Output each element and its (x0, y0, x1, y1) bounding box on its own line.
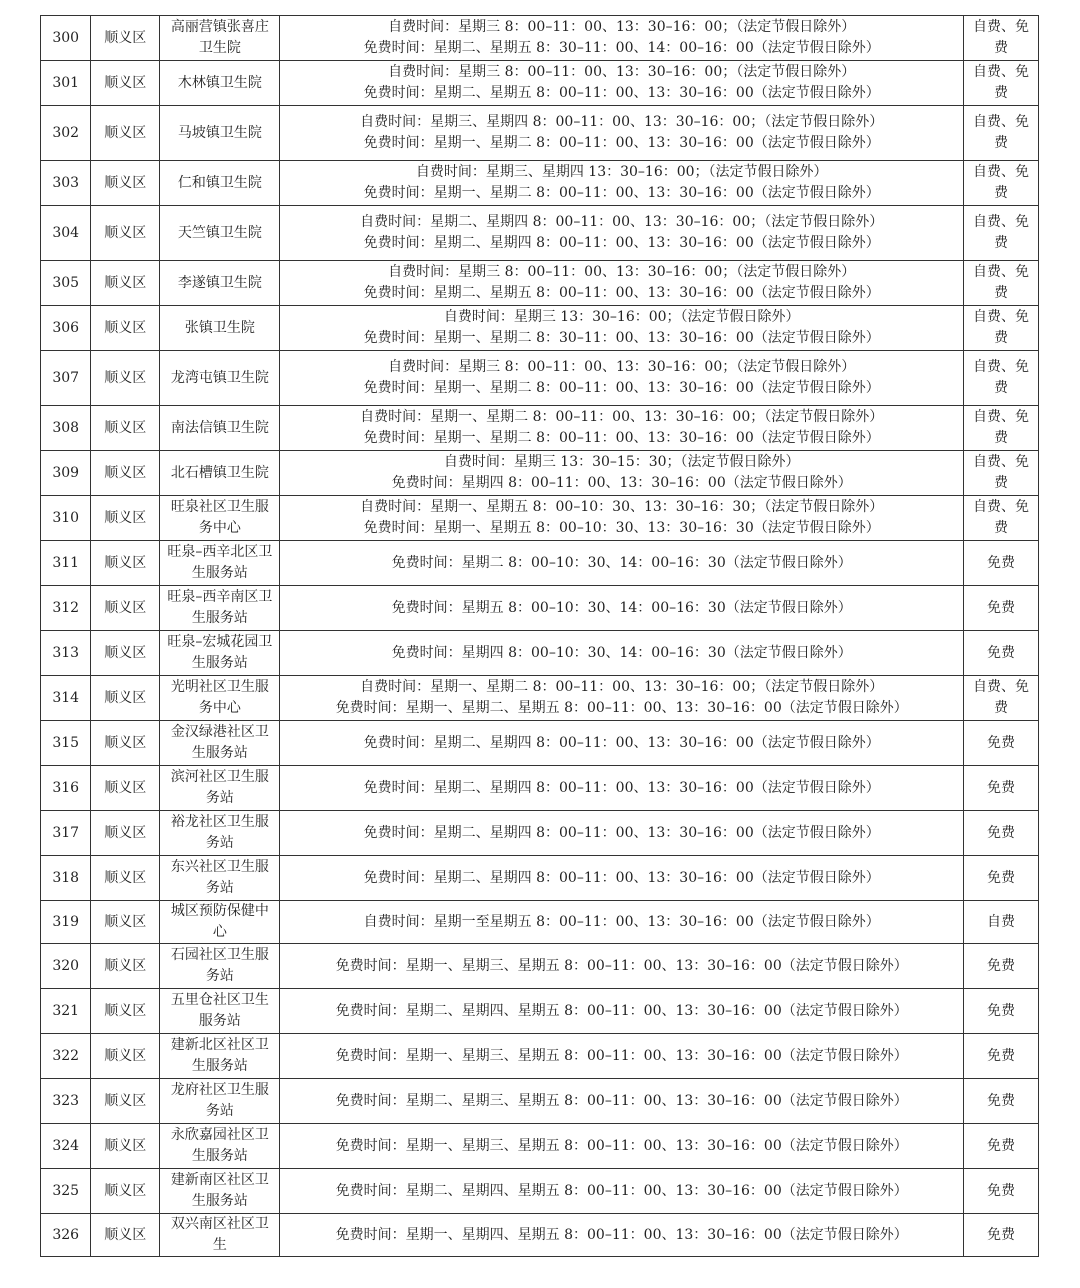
fee-type-cell: 免费 (963, 1214, 1038, 1257)
fee-type-cell: 自费 (963, 901, 1038, 944)
institution-name-cell: 永欣嘉园社区卫生服务站 (160, 1124, 280, 1169)
fee-type-cell: 自费、免费 (963, 106, 1038, 161)
schedule-cell (280, 1214, 963, 1257)
district-cell: 顺义区 (91, 586, 160, 631)
table-row (41, 496, 1039, 541)
schedule-cell (280, 496, 963, 541)
schedule-line-1: 免费时间：星期四 8：00–10：30、14：00–16：30（法定节假日除外） (391, 644, 852, 661)
schedule-line-2: 免费时间：星期二、星期五 8：00–11：00、13：30–16：00（法定节假日除外） (363, 85, 880, 101)
table-row (41, 811, 1039, 856)
schedule-line-1: 自费时间：星期三 13：30–15：30；（法定节假日除外） (443, 454, 800, 470)
district-cell: 顺义区 (91, 1079, 160, 1124)
schedule-cell (280, 1124, 963, 1169)
schedule-line-2: 免费时间：星期一、星期二 8：00–11：00、13：30–16：00（法定节假日除外） (363, 380, 880, 396)
table-row (41, 1169, 1039, 1214)
institution-name-cell: 建新南区社区卫生服务站 (160, 1169, 280, 1214)
district-cell: 顺义区 (91, 944, 160, 989)
schedule-line-1: 自费时间：星期三 8：00–11：00、13：30–16：00；（法定节假日除外） (388, 64, 856, 80)
schedule-line-2: 免费时间：星期一、星期二 8：00–11：00、13：30–16：00（法定节假日除外） (363, 135, 880, 151)
row-number: 315 (41, 721, 91, 766)
row-number: 321 (41, 989, 91, 1034)
fee-type-cell: 自费、免费 (963, 161, 1038, 206)
schedule-line-1: 自费时间：星期一、星期五 8：00–10：30、13：30–16：30；（法定节假日除外） (360, 499, 884, 515)
schedule-line-2: 免费时间：星期一、星期五 8：00–10：30、13：30–16：30（法定节假日除外） (363, 520, 880, 536)
district-cell: 顺义区 (91, 496, 160, 541)
district-cell: 顺义区 (91, 1169, 160, 1214)
row-number: 320 (41, 944, 91, 989)
row-number: 307 (41, 351, 91, 406)
institution-name-cell: 张镇卫生院 (160, 306, 280, 351)
table-row (41, 261, 1039, 306)
district-cell: 顺义区 (91, 766, 160, 811)
institution-name-cell: 东兴社区卫生服务站 (160, 856, 280, 901)
schedule-cell (280, 206, 963, 261)
fee-type-cell: 免费 (963, 1079, 1038, 1124)
schedule-line-1: 免费时间：星期二、星期三、星期五 8：00–11：00、13：30–16：00（法定节假日除外） (335, 1092, 908, 1109)
schedule-cell (280, 856, 963, 901)
schedule-cell (280, 161, 963, 206)
table-row (41, 856, 1039, 901)
district-cell: 顺义区 (91, 721, 160, 766)
schedule-line-1: 免费时间：星期一、星期三、星期五 8：00–11：00、13：30–16：00（法定节假日除外） (335, 957, 908, 974)
fee-type-cell: 自费、免费 (963, 351, 1038, 406)
schedule-cell (280, 1034, 963, 1079)
district-cell: 顺义区 (91, 811, 160, 856)
table-row (41, 541, 1039, 586)
institution-name-cell: 李遂镇卫生院 (160, 261, 280, 306)
schedule-cell (280, 261, 963, 306)
table-row (41, 1079, 1039, 1124)
schedule-cell (280, 451, 963, 496)
institution-name-cell: 马坡镇卫生院 (160, 106, 280, 161)
row-number: 313 (41, 631, 91, 676)
schedule-cell (280, 16, 963, 61)
schedule-line-1: 自费时间：星期三、星期四 8：00–11：00、13：30–16：00；（法定节假日除外） (360, 114, 884, 130)
institution-name-cell: 金汉绿港社区卫生服务站 (160, 721, 280, 766)
institution-name-cell: 石园社区卫生服务站 (160, 944, 280, 989)
table-row (41, 206, 1039, 261)
schedule-line-1: 自费时间：星期一、星期二 8：00–11：00、13：30–16：00；（法定节假日除外） (360, 409, 884, 425)
schedule-line-2: 免费时间：星期四 8：00–11：00、13：30–16：00（法定节假日除外） (391, 475, 852, 491)
schedule-line-1: 免费时间：星期五 8：00–10：30、14：00–16：30（法定节假日除外） (391, 599, 852, 616)
institution-name-cell: 南法信镇卫生院 (160, 406, 280, 451)
schedule-line-1: 自费时间：星期三 8：00–11：00、13：30–16：00；（法定节假日除外） (388, 19, 856, 35)
fee-type-cell: 免费 (963, 766, 1038, 811)
fee-type-cell: 自费、免费 (963, 496, 1038, 541)
fee-type-cell: 自费、免费 (963, 16, 1038, 61)
row-number: 300 (41, 16, 91, 61)
schedule-cell (280, 541, 963, 586)
district-cell: 顺义区 (91, 306, 160, 351)
schedule-line-1: 免费时间：星期二 8：00–10：30、14：00–16：30（法定节假日除外） (391, 554, 852, 571)
district-cell: 顺义区 (91, 1124, 160, 1169)
schedule-line-1: 免费时间：星期二、星期四 8：00–11：00、13：30–16：00（法定节假日除外） (363, 779, 880, 796)
row-number: 312 (41, 586, 91, 631)
table-row (41, 989, 1039, 1034)
table-row (41, 16, 1039, 61)
institution-name-cell: 旺泉–宏城花园卫生服务站 (160, 631, 280, 676)
schedule-cell (280, 766, 963, 811)
row-number: 301 (41, 61, 91, 106)
row-number: 302 (41, 106, 91, 161)
schedule-line-1: 自费时间：星期一至星期五 8：00–11：00、13：30–16：00（法定节假日除外） (363, 913, 880, 930)
table-row (41, 1124, 1039, 1169)
table-row (41, 451, 1039, 496)
schedule-line-1: 自费时间：星期三 8：00–11：00、13：30–16：00；（法定节假日除外） (388, 264, 856, 280)
district-cell: 顺义区 (91, 541, 160, 586)
district-cell: 顺义区 (91, 16, 160, 61)
table-row (41, 586, 1039, 631)
district-cell: 顺义区 (91, 61, 160, 106)
district-cell: 顺义区 (91, 161, 160, 206)
fee-type-cell: 免费 (963, 944, 1038, 989)
institution-name-cell: 城区预防保健中心 (160, 901, 280, 944)
institution-name-cell: 旺泉社区卫生服务中心 (160, 496, 280, 541)
table-row (41, 406, 1039, 451)
fee-type-cell: 免费 (963, 811, 1038, 856)
schedule-line-1: 免费时间：星期一、星期三、星期五 8：00–11：00、13：30–16：00（法定节假日除外） (335, 1047, 908, 1064)
fee-type-cell: 免费 (963, 1034, 1038, 1079)
district-cell: 顺义区 (91, 989, 160, 1034)
row-number: 303 (41, 161, 91, 206)
district-cell: 顺义区 (91, 1034, 160, 1079)
fee-type-cell: 自费、免费 (963, 306, 1038, 351)
schedule-line-1: 免费时间：星期二、星期四 8：00–11：00、13：30–16：00（法定节假日除外） (363, 734, 880, 751)
row-number: 324 (41, 1124, 91, 1169)
fee-type-cell: 免费 (963, 631, 1038, 676)
institution-name-cell: 天竺镇卫生院 (160, 206, 280, 261)
district-cell: 顺义区 (91, 206, 160, 261)
schedule-line-1: 免费时间：星期二、星期四 8：00–11：00、13：30–16：00（法定节假日除外） (363, 869, 880, 886)
table-row (41, 61, 1039, 106)
district-cell: 顺义区 (91, 406, 160, 451)
row-number: 319 (41, 901, 91, 944)
fee-type-cell: 自费、免费 (963, 451, 1038, 496)
schedule-line-1: 自费时间：星期一、星期二 8：00–11：00、13：30–16：00；（法定节假日除外） (360, 679, 884, 695)
row-number: 326 (41, 1214, 91, 1257)
table-row (41, 1034, 1039, 1079)
schedule-cell (280, 676, 963, 721)
institution-name-cell: 滨河社区卫生服务站 (160, 766, 280, 811)
schedule-line-2: 免费时间：星期二、星期五 8：30–11：00、14：00–16：00（法定节假日除外） (363, 40, 880, 56)
institution-name-cell: 双兴南区社区卫生 (160, 1214, 280, 1257)
row-number: 323 (41, 1079, 91, 1124)
fee-type-cell: 自费、免费 (963, 261, 1038, 306)
schedule-line-1: 自费时间：星期三 8：00–11：00、13：30–16：00；（法定节假日除外） (388, 359, 856, 375)
district-cell: 顺义区 (91, 261, 160, 306)
institution-name-cell: 裕龙社区卫生服务站 (160, 811, 280, 856)
schedule-cell (280, 631, 963, 676)
table-row (41, 306, 1039, 351)
schedule-cell (280, 406, 963, 451)
schedule-line-1: 免费时间：星期二、星期四、星期五 8：00–11：00、13：30–16：00（法定节假日除外） (335, 1182, 908, 1199)
district-cell: 顺义区 (91, 631, 160, 676)
fee-type-cell: 免费 (963, 541, 1038, 586)
table-row (41, 766, 1039, 811)
schedule-cell (280, 944, 963, 989)
schedule-line-2: 免费时间：星期二、星期五 8：00–11：00、13：30–16：00（法定节假日除外） (363, 285, 880, 301)
institution-name-cell: 建新北区社区卫生服务站 (160, 1034, 280, 1079)
schedule-line-1: 自费时间：星期三、星期四 13：30–16：00；（法定节假日除外） (415, 164, 828, 180)
schedule-cell (280, 351, 963, 406)
table-row (41, 106, 1039, 161)
institution-name-cell: 旺泉–西辛南区卫生服务站 (160, 586, 280, 631)
clinic-schedule-table (40, 15, 1039, 1257)
fee-type-cell: 自费、免费 (963, 61, 1038, 106)
schedule-cell (280, 306, 963, 351)
schedule-line-1: 免费时间：星期一、星期四、星期五 8：00–11：00、13：30–16：00（法定节假日除外） (335, 1226, 908, 1243)
fee-type-cell: 免费 (963, 721, 1038, 766)
table-row (41, 676, 1039, 721)
table-row (41, 901, 1039, 944)
schedule-line-2: 免费时间：星期一、星期二 8：00–11：00、13：30–16：00（法定节假日除外） (363, 185, 880, 201)
schedule-line-2: 免费时间：星期二、星期四 8：00–11：00、13：30–16：00（法定节假日除外） (363, 235, 880, 251)
schedule-cell (280, 811, 963, 856)
schedule-line-2: 免费时间：星期一、星期二 8：30–11：00、13：30–16：00（法定节假日除外） (363, 330, 880, 346)
institution-name-cell: 光明社区卫生服务中心 (160, 676, 280, 721)
institution-name-cell: 旺泉–西辛北区卫生服务站 (160, 541, 280, 586)
schedule-cell (280, 721, 963, 766)
district-cell: 顺义区 (91, 1214, 160, 1257)
schedule-cell (280, 989, 963, 1034)
fee-type-cell: 自费、免费 (963, 206, 1038, 261)
schedule-line-1: 自费时间：星期三 13：30–16：00；（法定节假日除外） (443, 309, 800, 325)
row-number: 306 (41, 306, 91, 351)
institution-name-cell: 北石槽镇卫生院 (160, 451, 280, 496)
row-number: 309 (41, 451, 91, 496)
fee-type-cell: 免费 (963, 1169, 1038, 1214)
row-number: 308 (41, 406, 91, 451)
table-row (41, 631, 1039, 676)
institution-name-cell: 仁和镇卫生院 (160, 161, 280, 206)
document-page (40, 15, 1039, 1257)
row-number: 311 (41, 541, 91, 586)
table-row (41, 721, 1039, 766)
schedule-cell (280, 901, 963, 944)
schedule-line-2: 免费时间：星期一、星期二 8：00–11：00、13：30–16：00（法定节假日除外） (363, 430, 880, 446)
row-number: 305 (41, 261, 91, 306)
schedule-cell (280, 61, 963, 106)
schedule-cell (280, 106, 963, 161)
institution-name-cell: 木林镇卫生院 (160, 61, 280, 106)
schedule-cell (280, 1169, 963, 1214)
row-number: 325 (41, 1169, 91, 1214)
table-body (41, 16, 1039, 1257)
fee-type-cell: 自费、免费 (963, 676, 1038, 721)
row-number: 310 (41, 496, 91, 541)
row-number: 317 (41, 811, 91, 856)
schedule-line-1: 免费时间：星期一、星期三、星期五 8：00–11：00、13：30–16：00（法定节假日除外） (335, 1137, 908, 1154)
institution-name-cell: 五里仓社区卫生服务站 (160, 989, 280, 1034)
fee-type-cell: 免费 (963, 586, 1038, 631)
row-number: 322 (41, 1034, 91, 1079)
district-cell: 顺义区 (91, 351, 160, 406)
schedule-cell (280, 1079, 963, 1124)
institution-name-cell: 高丽营镇张喜庄卫生院 (160, 16, 280, 61)
district-cell: 顺义区 (91, 856, 160, 901)
district-cell: 顺义区 (91, 901, 160, 944)
institution-name-cell: 龙府社区卫生服务站 (160, 1079, 280, 1124)
schedule-line-1: 自费时间：星期二、星期四 8：00–11：00、13：30–16：00；（法定节假日除外） (360, 214, 884, 230)
district-cell: 顺义区 (91, 106, 160, 161)
schedule-cell (280, 586, 963, 631)
table-row (41, 161, 1039, 206)
table-row (41, 944, 1039, 989)
fee-type-cell: 免费 (963, 856, 1038, 901)
table-row (41, 1214, 1039, 1257)
row-number: 304 (41, 206, 91, 261)
schedule-line-2: 免费时间：星期一、星期二、星期五 8：00–11：00、13：30–16：00（法定节假日除外） (335, 700, 908, 716)
institution-name-cell: 龙湾屯镇卫生院 (160, 351, 280, 406)
row-number: 314 (41, 676, 91, 721)
fee-type-cell: 免费 (963, 989, 1038, 1034)
fee-type-cell: 自费、免费 (963, 406, 1038, 451)
table-row (41, 351, 1039, 406)
fee-type-cell: 免费 (963, 1124, 1038, 1169)
schedule-line-1: 免费时间：星期二、星期四 8：00–11：00、13：30–16：00（法定节假日除外） (363, 824, 880, 841)
district-cell: 顺义区 (91, 451, 160, 496)
row-number: 316 (41, 766, 91, 811)
schedule-line-1: 免费时间：星期二、星期四、星期五 8：00–11：00、13：30–16：00（法定节假日除外） (335, 1002, 908, 1019)
district-cell: 顺义区 (91, 676, 160, 721)
row-number: 318 (41, 856, 91, 901)
